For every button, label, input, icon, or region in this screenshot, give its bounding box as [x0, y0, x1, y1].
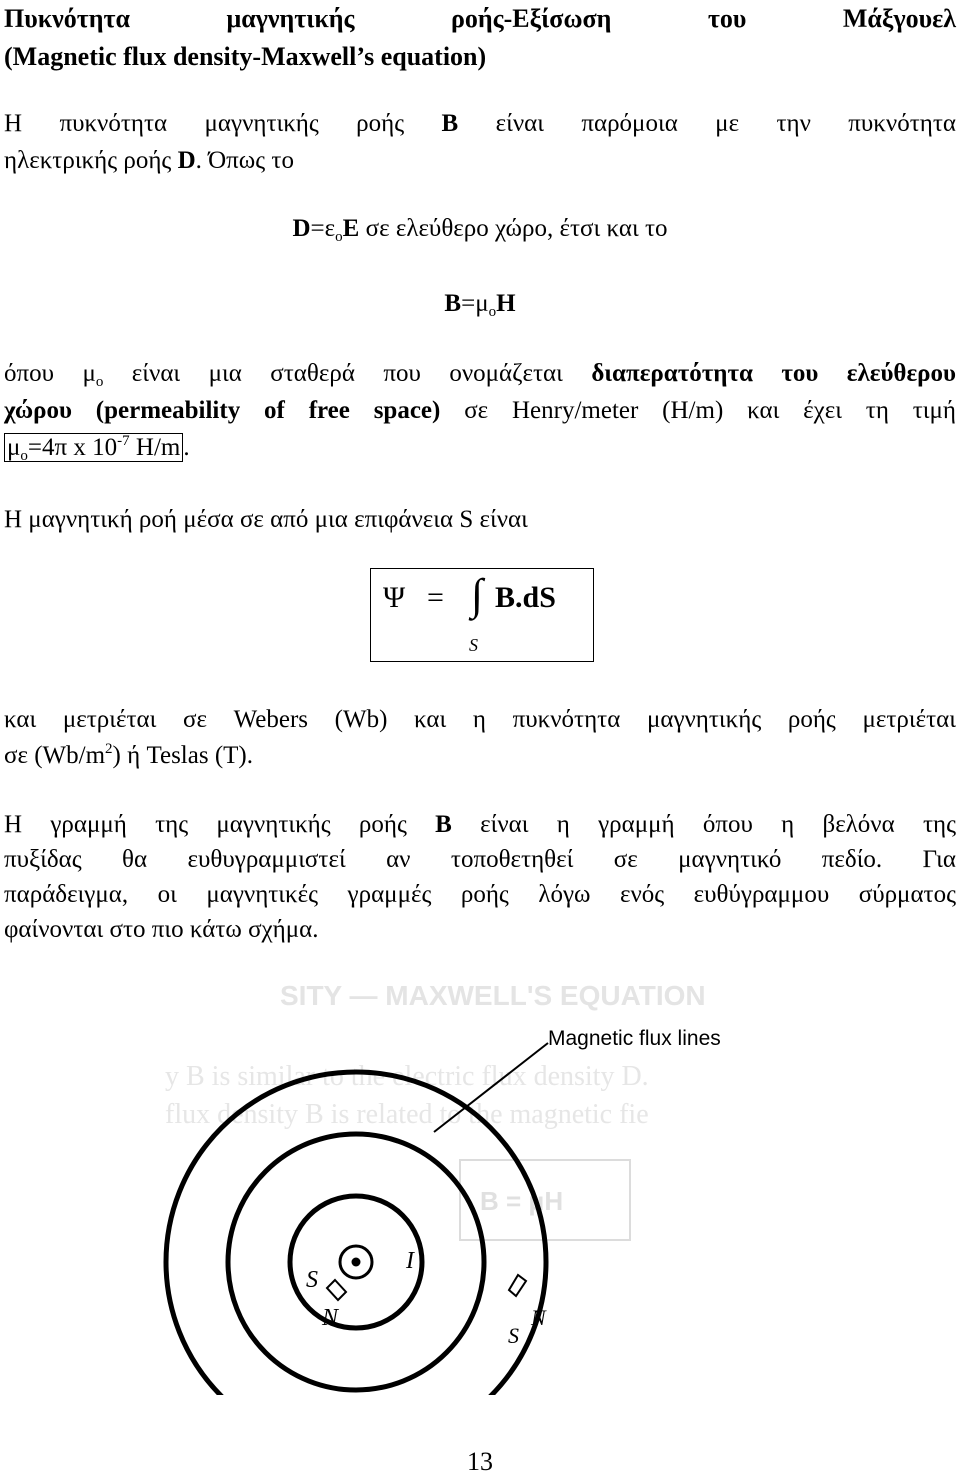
integral-sign: ∫: [471, 570, 484, 619]
heading-word: του: [707, 4, 747, 33]
text: ) ή Teslas (T).: [112, 742, 253, 769]
page-number: 13: [467, 1447, 493, 1476]
superscript: 2: [105, 741, 113, 757]
text: ηλεκτρικής ροής: [4, 147, 178, 174]
para2-line-3: [4, 431, 956, 464]
equation-d: [0, 212, 960, 245]
heading-line-1: [4, 2, 956, 35]
para1-line-1: [4, 107, 956, 140]
text: Η γραμμή της μαγνητικής ροής: [4, 811, 436, 838]
bold-term: διαπερατότητα του ελεύθερου: [591, 360, 957, 387]
equals-sign: =: [427, 581, 444, 614]
faint-heading: SITY — MAXWELL'S EQUATION: [280, 980, 706, 1011]
flux-lines-label: Magnetic flux lines: [548, 1027, 721, 1050]
para5-line-2: πυξίδας θα ευθυγραμμιστεί αν τοποθετηθεί σε μαγνητικό πεδίο. Για: [4, 846, 956, 873]
text: είναι μια σταθερά που ονομάζεται: [103, 360, 592, 387]
compass-n-label: N: [322, 1305, 339, 1331]
para4-line-2: [4, 739, 956, 772]
faint-text: flux density B is related to the magnetic fie: [165, 1099, 649, 1130]
text: μ: [7, 434, 21, 461]
heading-word: ροής-Εξίσωση: [451, 4, 612, 33]
text: είναι η γραμμή όπου η βελόνα της: [451, 811, 957, 838]
heading-word: Πυκνότητα: [4, 4, 131, 33]
para5-line-3: παράδειγμα, οι μαγνητικές γραμμές ροής λόγω ενός ευθύγραμμου σύρματος: [4, 881, 956, 908]
para3: Η μαγνητική ροή μέσα σε από μια επιφάνεια S είναι: [4, 506, 528, 533]
compass-s-label: S: [508, 1323, 519, 1348]
subscript: o: [335, 229, 343, 245]
para5-line-4: φαίνονται στο πιο κάτω σχήμα.: [4, 916, 319, 943]
equation-b: [0, 287, 960, 320]
symbol-h: H: [496, 290, 516, 317]
text: =ε: [310, 215, 336, 242]
compass-n-label: N: [531, 1305, 546, 1330]
faint-formula: B = μH: [480, 1186, 564, 1216]
para4-line-1: και μετριέται σε Webers (Wb) και η πυκνότητα μαγνητικής ροής μετριέται: [4, 706, 956, 733]
text: είναι παρόμοια με την πυκνότητα: [458, 110, 956, 137]
symbol-d: D: [292, 215, 311, 242]
subscript: o: [95, 374, 104, 390]
para5-line-1: [4, 808, 956, 841]
subscript: o: [488, 304, 497, 320]
current-label: I: [406, 1248, 414, 1274]
integral-subscript: S: [469, 635, 478, 655]
text: =4π x 10: [27, 434, 118, 461]
symbol-b: B: [435, 811, 452, 838]
para2-line-2: [4, 394, 956, 427]
text: H/m: [129, 434, 181, 461]
compass-s-label: S: [306, 1267, 318, 1293]
faint-text: y B is similar to the electric flux density D.: [165, 1061, 649, 1092]
superscript: -7: [117, 433, 130, 449]
para1-line-2: [4, 144, 956, 177]
bold-term: χώρου (permeability of free space): [4, 397, 441, 424]
text: =μ: [461, 290, 489, 317]
permeability-value-box: [4, 433, 183, 462]
text: Η πυκνότητα μαγνητικής ροής: [4, 110, 442, 137]
symbol-d: D: [177, 147, 196, 174]
text: σε Henry/meter (H/m) και έχει τη τιμή: [440, 397, 956, 424]
psi-symbol: Ψ: [383, 581, 406, 614]
symbol-e: E: [342, 215, 360, 242]
magnetic-flux-figure: [160, 965, 790, 1395]
flux-integral-formula: [370, 568, 594, 662]
para2-line-1: [4, 357, 956, 390]
heading-word: μαγνητικής: [226, 4, 355, 33]
text: . Όπως το: [195, 147, 294, 174]
heading-word: Μάξγουελ: [842, 4, 956, 33]
heading-line-2: (Magnetic flux density-Maxwell’s equation): [4, 42, 487, 71]
text: σε (Wb/m: [4, 742, 106, 769]
subscript: o: [20, 448, 28, 464]
integrand: B.dS: [495, 581, 556, 614]
symbol-b: B: [444, 290, 462, 317]
text: .: [183, 434, 190, 461]
wire-dot: [352, 1258, 361, 1267]
symbol-b: B: [441, 110, 459, 137]
text: όπου μ: [4, 360, 96, 387]
text: σε ελεύθερο χώρο, έτσι και το: [359, 215, 668, 242]
